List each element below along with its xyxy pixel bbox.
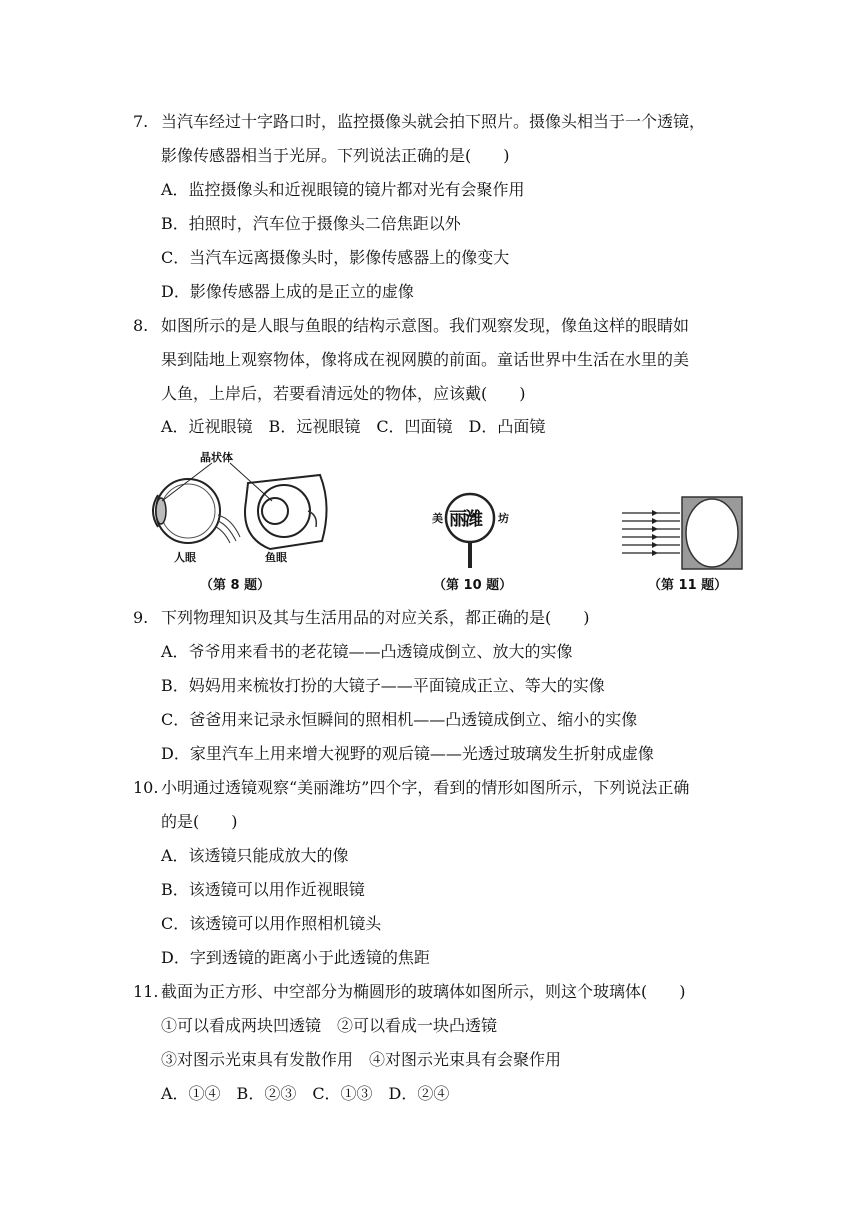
fish-lens — [262, 498, 288, 524]
char-left: 美 — [432, 512, 443, 525]
q7-number: 7. — [133, 112, 149, 131]
q8-stem-line2: 果到陆地上观察物体，像将成在视网膜的前面。童话世界中生活在水里的美 — [161, 350, 690, 369]
q10-stem-line1: 小明通过透镜观察“美丽潍坊”四个字，看到的情形如图所示，下列说法正确 — [161, 778, 690, 797]
q7-option-c: C．当汽车远离摄像头时，影像传感器上的像变大 — [161, 248, 510, 267]
light-arrowheads — [652, 510, 658, 556]
q9-option-a: A．爷爷用来看书的老花镜——凸透镜成倒立、放大的实像 — [161, 642, 573, 661]
q10-option-d: D．字到透镜的距离小于此透镜的焦距 — [161, 948, 430, 967]
pointer-human-lens — [162, 463, 212, 501]
q11-options: A．①④ B．②③ C．①③ D．②④ — [161, 1084, 450, 1103]
human-lens — [156, 498, 166, 524]
label-lens: 晶状体 — [200, 451, 233, 464]
label-fish-eye: 鱼眼 — [265, 551, 287, 564]
q9-option-d: D．家里汽车上用来增大视野的观后镜——光透过玻璃发生折射成虚像 — [161, 744, 654, 763]
q7-option-a: A．监控摄像头和近视眼镜的镜片都对光有会聚作用 — [161, 180, 525, 199]
q7-stem-line2: 影像传感器相当于光屏。下列说法正确的是( ) — [161, 146, 510, 165]
q10-number: 10. — [133, 778, 159, 797]
q10-stem-line2: 的是( ) — [161, 812, 238, 831]
q8-stem-line3: 人鱼，上岸后，若要看清远处的物体，应该戴( ) — [161, 384, 526, 403]
q7-option-d: D．影像传感器上成的是正立的虚像 — [161, 282, 414, 301]
q8-stem-line1: 如图所示的是人眼与鱼眼的结构示意图。我们观察发现，像鱼这样的眼睛如 — [161, 316, 690, 335]
q11-number: 11. — [133, 982, 159, 1001]
q9-option-b: B．妈妈用来梳妆打扮的大镜子——平面镜成正立、等大的实像 — [161, 676, 605, 695]
q9-number: 9. — [133, 608, 149, 627]
caption-fig11: （第 11 题） — [648, 578, 728, 593]
q8-number: 8. — [133, 316, 149, 335]
q8-options: A．近视眼镜 B．远视眼镜 C．凹面镜 D．凸面镜 — [161, 417, 546, 436]
human-eye-inner — [161, 484, 215, 538]
magnified-chars: 丽潍 — [449, 509, 481, 530]
char-right: 坊 — [498, 512, 509, 525]
q11-statements-1-2: ①可以看成两块凹透镜 ②可以看成一块凸透镜 — [161, 1016, 498, 1035]
caption-fig10: （第 10 题） — [433, 578, 513, 593]
q9-option-c: C．爸爸用来记录永恒瞬间的照相机——凸透镜成倒立、缩小的实像 — [161, 710, 638, 729]
hollow-ellipse — [686, 499, 738, 567]
q7-stem-line1: 当汽车经过十字路口时，监控摄像头就会拍下照片。摄像头相当于一个透镜， — [161, 112, 706, 131]
figure-glass-block — [620, 495, 745, 570]
q10-option-c: C．该透镜可以用作照相机镜头 — [161, 914, 382, 933]
q10-option-a: A．该透镜只能成放大的像 — [161, 846, 349, 865]
q11-stem-line1: 截面为正方形、中空部分为椭圆形的玻璃体如图所示，则这个玻璃体( ) — [161, 982, 686, 1001]
q9-stem-line1: 下列物理知识及其与生活用品的对应关系，都正确的是( ) — [161, 608, 590, 627]
light-beam — [622, 513, 680, 553]
q11-statements-3-4: ③对图示光束具有发散作用 ④对图示光束具有会聚作用 — [161, 1050, 562, 1069]
caption-fig8: （第 8 题） — [200, 578, 271, 593]
figure-magnifier — [430, 488, 520, 570]
q7-option-b: B．拍照时，汽车位于摄像头二倍焦距以外 — [161, 214, 461, 233]
q10-option-b: B．该透镜可以用作近视眼镜 — [161, 880, 365, 899]
glass-block-diagram — [620, 495, 745, 570]
label-human-eye: 人眼 — [174, 551, 196, 564]
figure-eyes — [140, 445, 340, 570]
eyes-diagram — [140, 445, 340, 570]
